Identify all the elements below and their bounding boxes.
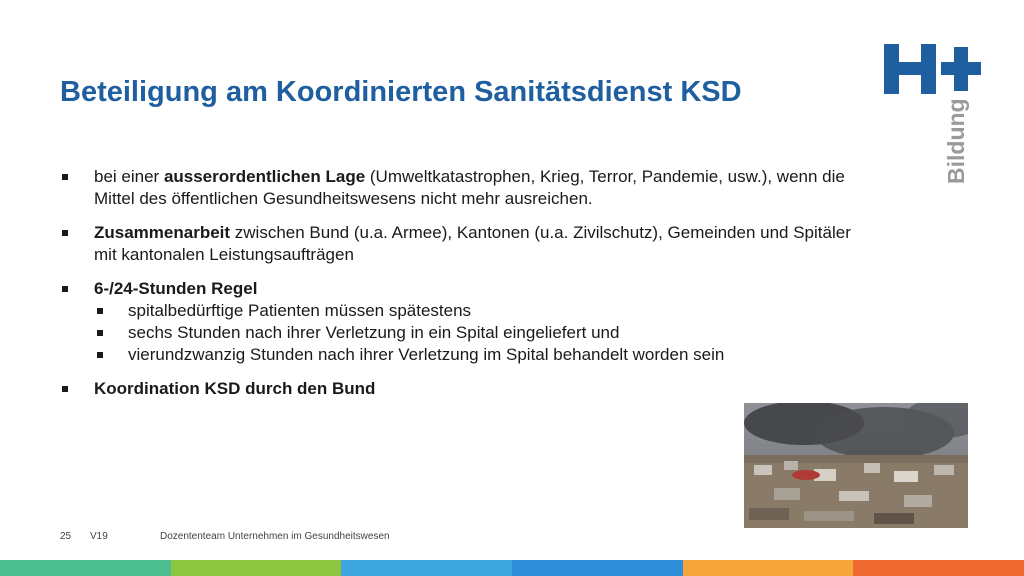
footer-text: Dozententeam Unternehmen im Gesundheitswesen — [160, 531, 390, 542]
color-bar-segment — [853, 560, 1024, 576]
color-bar-segment — [341, 560, 512, 576]
color-bar-segment — [171, 560, 342, 576]
disaster-photo — [744, 403, 968, 528]
color-bar-segment — [512, 560, 683, 576]
color-bar-segment — [683, 560, 854, 576]
logo-wordmark: Bildung — [943, 98, 969, 184]
bullet-koordination: Koordination KSD durch den Bund — [60, 378, 870, 400]
bullet-zusammenarbeit: Zusammenarbeit zwischen Bund (u.a. Armee), Kantonen (u.a. Zivilschutz), Gemeinden und Spitäler mit kantonalen Leistungsaufträgen — [60, 222, 870, 266]
sub-bullet: vierundzwanzig Stunden nach ihrer Verletzung im Spital behandelt worden sein — [94, 344, 870, 366]
color-bar-segment — [0, 560, 171, 576]
sub-bullet: spitalbedürftige Patienten müssen spätestens — [94, 300, 870, 322]
sub-bullet-list — [94, 300, 870, 366]
sub-bullet: sechs Stunden nach ihrer Verletzung in ein Spital eingeliefert und — [94, 322, 870, 344]
bullet-ausserordentliche-lage: bei einer ausserordentlichen Lage (Umweltkatastrophen, Krieg, Terror, Pandemie, usw.), wenn die Mittel des öffentlichen Gesundheitswesens nicht mehr ausreichen. — [60, 166, 870, 210]
version-label: V19 — [90, 531, 108, 542]
page-number: 25 — [60, 531, 72, 542]
slide-title: Beteiligung am Koordinierten Sanitätsdienst KSD — [60, 76, 742, 108]
hplus-bildung-logo — [884, 44, 984, 189]
bullet-list — [60, 166, 870, 412]
color-bar — [0, 560, 1024, 576]
bullet-stunden-regel: 6-/24-Stunden Regel spitalbedürftige Patienten müssen spätestens sechs Stunden nach ihrer Verletzung in ein Spital eingeliefert und vierundzwanzig Stunden nach ihrer Verletzung im Spital behandelt worden sein — [60, 278, 870, 366]
